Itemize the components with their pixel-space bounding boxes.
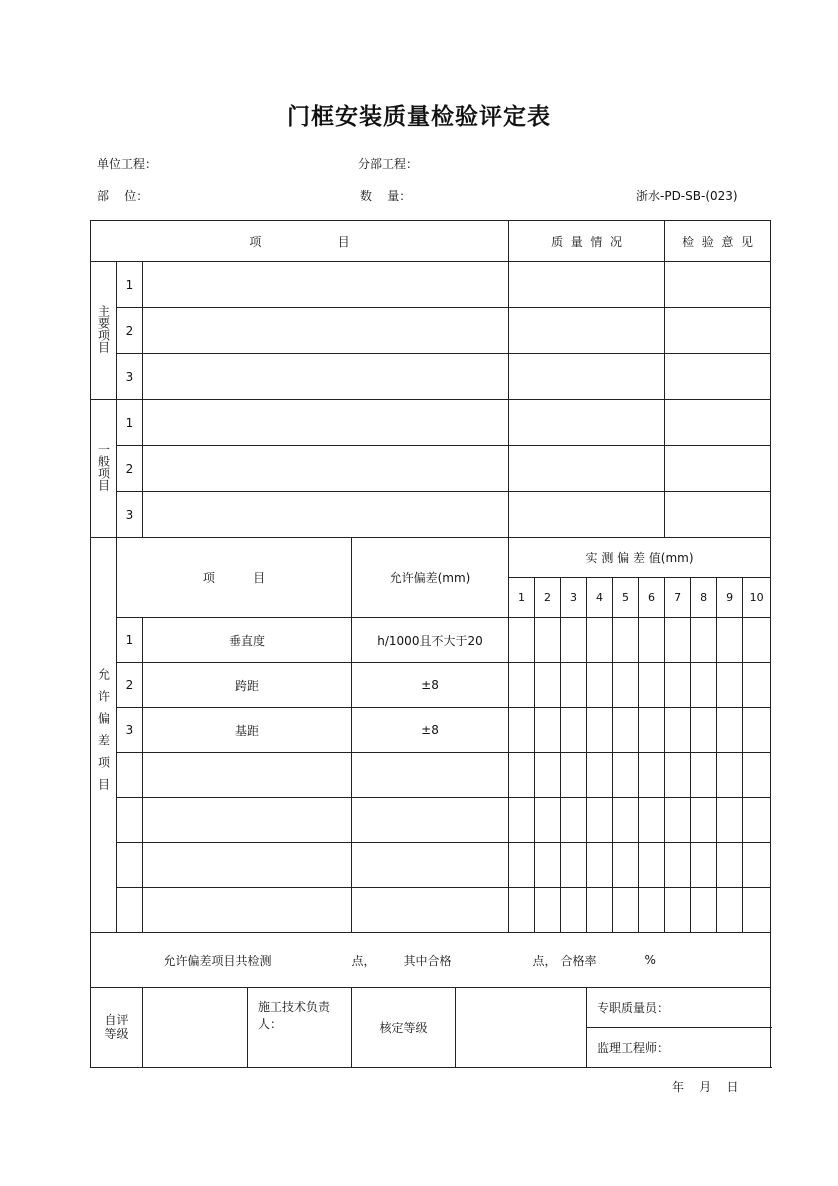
row-number: 1 [117, 400, 143, 446]
measure-cell[interactable] [613, 753, 639, 798]
table-row [91, 400, 771, 446]
tolerance-row [91, 888, 771, 933]
measure-cell[interactable] [535, 663, 561, 708]
measure-cell[interactable] [587, 753, 613, 798]
tolerance-allowed: ±8 [352, 663, 509, 708]
quality-staff-label: 专职质量员： [587, 988, 771, 1028]
measure-col-2: 2 [535, 578, 561, 618]
measure-cell[interactable] [743, 708, 771, 753]
summary-row [91, 933, 771, 988]
tolerance-header-row [91, 538, 771, 578]
quantity-label: 数 量： [360, 189, 412, 203]
row-number: 1 [117, 262, 143, 308]
row-number: 3 [117, 492, 143, 538]
tolerance-allowed[interactable] [352, 888, 509, 933]
measure-cell[interactable] [613, 663, 639, 708]
measure-cell[interactable] [561, 843, 587, 888]
measure-cell[interactable] [639, 888, 665, 933]
measure-cell[interactable] [587, 798, 613, 843]
supervisor-label: 监理工程师： [587, 1028, 771, 1068]
tolerance-allowed: h/1000且不大于20 [352, 618, 509, 663]
measure-cell[interactable] [665, 753, 691, 798]
quality-cell[interactable] [509, 354, 665, 400]
self-grade-label: 自评等级 [91, 988, 143, 1068]
measure-cell[interactable] [639, 663, 665, 708]
measure-cell[interactable] [717, 618, 743, 663]
table-row [91, 492, 771, 538]
measure-cell[interactable] [535, 843, 561, 888]
measure-cell[interactable] [691, 708, 717, 753]
general-items-label: 一般项目 [91, 400, 117, 538]
measure-cell[interactable] [561, 663, 587, 708]
quality-cell[interactable] [509, 400, 665, 446]
measure-cell[interactable] [561, 708, 587, 753]
measure-cell[interactable] [587, 663, 613, 708]
row-number: 3 [117, 354, 143, 400]
table-row [91, 446, 771, 492]
measure-cell[interactable] [691, 663, 717, 708]
measure-cell[interactable] [691, 618, 717, 663]
tolerance-row [91, 708, 771, 753]
measure-cell[interactable] [743, 618, 771, 663]
sub-project-label: 分部工程： [358, 157, 419, 171]
unit-project-label: 单位工程： [97, 157, 158, 171]
opinion-cell[interactable] [665, 446, 771, 492]
summary-points-label: 点， [352, 933, 404, 988]
measure-cell[interactable] [613, 843, 639, 888]
summary-checked-label: 允许偏差项目共检测 [91, 933, 352, 988]
measure-cell[interactable] [587, 843, 613, 888]
measure-col-10: 10 [743, 578, 771, 618]
measure-cell[interactable] [665, 618, 691, 663]
tolerance-item-name: 跨距 [143, 663, 352, 708]
tolerance-allowed[interactable] [352, 798, 509, 843]
measure-cell[interactable] [691, 888, 717, 933]
quality-cell[interactable] [509, 262, 665, 308]
measure-cell[interactable] [509, 798, 535, 843]
main-items-label: 主要项目 [91, 262, 117, 400]
location-label: 部 位： [97, 189, 149, 203]
measure-cell[interactable] [561, 753, 587, 798]
row-number: 2 [117, 446, 143, 492]
quality-header: 质 量 情 况 [509, 221, 665, 262]
measure-cell[interactable] [743, 888, 771, 933]
tolerance-allowed: ±8 [352, 708, 509, 753]
tolerance-item-name[interactable] [143, 888, 352, 933]
measure-cell[interactable] [717, 843, 743, 888]
measure-cell[interactable] [743, 753, 771, 798]
tech-lead-label: 施工技术负责人： [248, 988, 352, 1068]
table-row [91, 308, 771, 354]
tolerance-item-name: 垂直度 [143, 618, 352, 663]
measure-cell[interactable] [535, 708, 561, 753]
measure-col-1: 1 [509, 578, 535, 618]
quality-cell[interactable] [509, 446, 665, 492]
opinion-cell[interactable] [665, 492, 771, 538]
tolerance-allowed[interactable] [352, 843, 509, 888]
tolerance-row [91, 663, 771, 708]
quality-cell[interactable] [509, 308, 665, 354]
tolerance-item-name[interactable] [143, 753, 352, 798]
measure-cell[interactable] [743, 798, 771, 843]
row-number: 3 [117, 708, 143, 753]
table-row [91, 262, 771, 308]
measure-cell[interactable] [535, 618, 561, 663]
tolerance-row [91, 843, 771, 888]
row-number[interactable] [117, 753, 143, 798]
measure-cell[interactable] [691, 843, 717, 888]
quality-cell[interactable] [509, 492, 665, 538]
row-number[interactable] [117, 798, 143, 843]
summary-qualified-label: 其中合格 [404, 933, 509, 988]
tolerance-label: 允许偏差项目 [91, 538, 117, 933]
measure-cell[interactable] [717, 798, 743, 843]
measure-cell[interactable] [691, 753, 717, 798]
item-cell[interactable] [143, 262, 509, 308]
measure-cell[interactable] [535, 753, 561, 798]
measure-cell[interactable] [509, 888, 535, 933]
measure-cell[interactable] [613, 798, 639, 843]
self-grade-value[interactable] [143, 988, 248, 1068]
tolerance-row [91, 618, 771, 663]
measure-cell[interactable] [665, 798, 691, 843]
measure-cell[interactable] [691, 798, 717, 843]
row-number[interactable] [117, 843, 143, 888]
row-number: 2 [117, 663, 143, 708]
row-number: 1 [117, 618, 143, 663]
measure-cell[interactable] [509, 843, 535, 888]
measure-cell[interactable] [587, 618, 613, 663]
measure-cell[interactable] [665, 843, 691, 888]
table-row [91, 354, 771, 400]
measure-cell[interactable] [717, 663, 743, 708]
measure-cell[interactable] [561, 798, 587, 843]
measure-col-8: 8 [691, 578, 717, 618]
tolerance-item-name[interactable] [143, 798, 352, 843]
summary-percent-label: % [639, 933, 771, 988]
item-cell[interactable] [143, 492, 509, 538]
tolerance-row [91, 753, 771, 798]
date-line: 年 月 日 [672, 1080, 739, 1094]
item-cell[interactable] [143, 400, 509, 446]
measure-col-9: 9 [717, 578, 743, 618]
item-cell[interactable] [143, 354, 509, 400]
summary-points2-label: 点， [509, 933, 561, 988]
allowed-deviation-header: 允许偏差(mm) [352, 538, 509, 618]
verify-grade-value[interactable] [456, 988, 587, 1068]
tolerance-row [91, 798, 771, 843]
verify-grade-label: 核定等级 [352, 988, 456, 1068]
tolerance-allowed[interactable] [352, 753, 509, 798]
form-code: 浙水-PD-SB-(023) [636, 189, 738, 203]
opinion-cell[interactable] [665, 354, 771, 400]
measure-cell[interactable] [535, 888, 561, 933]
measure-cell[interactable] [613, 618, 639, 663]
measure-cell[interactable] [639, 708, 665, 753]
measure-cell[interactable] [509, 753, 535, 798]
tolerance-item-name: 基距 [143, 708, 352, 753]
item-header: 项 目 [91, 221, 509, 262]
measure-cell[interactable] [613, 708, 639, 753]
row-number[interactable] [117, 888, 143, 933]
inspection-table [90, 220, 771, 1068]
tolerance-item-header: 项 目 [117, 538, 352, 618]
measured-deviation-header: 实 测 偏 差 值(mm) [509, 538, 771, 578]
measure-col-5: 5 [613, 578, 639, 618]
measure-cell[interactable] [639, 798, 665, 843]
measure-col-6: 6 [639, 578, 665, 618]
opinion-cell[interactable] [665, 400, 771, 446]
measure-cell[interactable] [509, 618, 535, 663]
item-cell[interactable] [143, 446, 509, 492]
measure-cell[interactable] [613, 888, 639, 933]
measure-cell[interactable] [717, 753, 743, 798]
measure-cell[interactable] [587, 708, 613, 753]
opinion-header: 检 验 意 见 [665, 221, 771, 262]
measure-col-4: 4 [587, 578, 613, 618]
measure-cell[interactable] [743, 843, 771, 888]
measure-col-7: 7 [665, 578, 691, 618]
opinion-cell[interactable] [665, 262, 771, 308]
measure-cell[interactable] [535, 798, 561, 843]
opinion-cell[interactable] [665, 308, 771, 354]
measure-cell[interactable] [717, 708, 743, 753]
measure-cell[interactable] [665, 708, 691, 753]
measure-cell[interactable] [639, 753, 665, 798]
measure-cell[interactable] [639, 618, 665, 663]
measure-cell[interactable] [509, 663, 535, 708]
signature-row-1 [91, 988, 771, 1028]
summary-rate-label: 合格率 [561, 933, 639, 988]
measure-cell[interactable] [717, 888, 743, 933]
measure-cell[interactable] [639, 843, 665, 888]
item-cell[interactable] [143, 308, 509, 354]
measure-cell[interactable] [665, 888, 691, 933]
measure-cell[interactable] [587, 888, 613, 933]
measure-col-3: 3 [561, 578, 587, 618]
measure-cell[interactable] [561, 888, 587, 933]
measure-cell[interactable] [561, 618, 587, 663]
table-header-row [91, 221, 771, 262]
row-number: 2 [117, 308, 143, 354]
measure-cell[interactable] [743, 663, 771, 708]
tolerance-item-name[interactable] [143, 843, 352, 888]
measure-cell[interactable] [665, 663, 691, 708]
measure-cell[interactable] [509, 708, 535, 753]
page-title: 门框安装质量检验评定表 [287, 104, 551, 130]
